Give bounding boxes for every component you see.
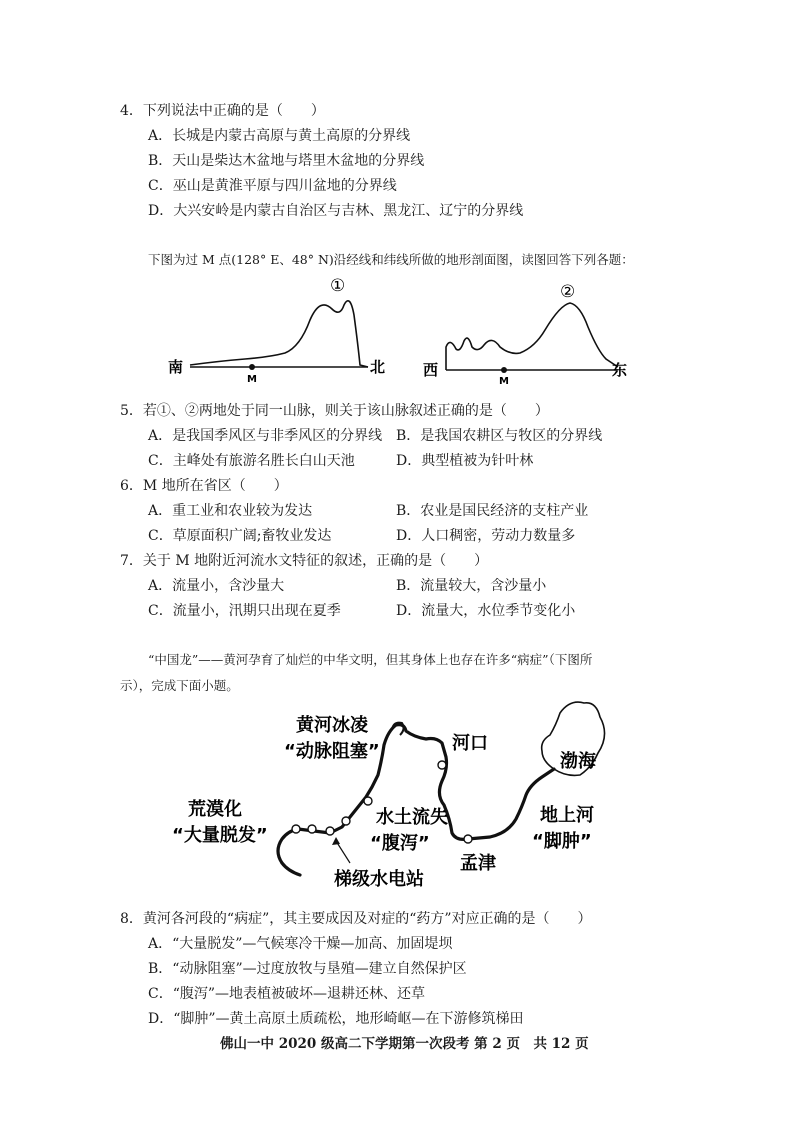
river-upper-tail [282, 863, 300, 875]
dam-station-4 [342, 817, 350, 825]
right-profile-west-label: 西 [423, 361, 439, 379]
diarrhea-label: “腹泻” [370, 833, 430, 854]
mengjin-point [464, 835, 472, 843]
right-profile-east-label: 东 [612, 361, 628, 379]
question-6-option-d: D．人口稠密，劳动力数量多 [396, 528, 576, 544]
question-6-option-c: C．草原面积广阔;畜牧业发达 [148, 528, 332, 544]
question-8-stem: 8．黄河各河段的“病症”，其主要成因及对症的“药方”对应正确的是（ ） [120, 911, 592, 927]
question-8-option-b: B．“动脉阻塞”—过度放牧与垦殖—建立自然保护区 [148, 961, 467, 977]
question-7-option-d: D．流量大，水位季节变化小 [396, 603, 576, 619]
question-7-option-c: C．流量小，汛期只出现在夏季 [148, 603, 341, 619]
river-intro-line1: “中国龙”——黄河孕育了灿烂的中华文明，但其身体上也存在许多“病症”（下图所 [148, 652, 593, 667]
right-profile-peak-label: ② [560, 282, 576, 302]
question-6-stem: 6．M 地所在省区（ ） [120, 478, 288, 494]
left-profile-peak-label: ① [330, 276, 346, 296]
left-profile-north-label: 北 [370, 358, 386, 376]
dams-label: 梯级水电站 [334, 869, 424, 890]
suspended-river-label: 地上河 [540, 805, 594, 826]
question-5-stem: 5．若①、②两地处于同一山脉，则关于该山脉叙述正确的是（ ） [120, 403, 549, 419]
question-8-option-a: A．“大量脱发”—气候寒冷干燥—加高、加固堤坝 [148, 936, 453, 952]
question-5-option-c: C．主峰处有旅游名胜长白山天池 [148, 453, 355, 469]
question-4-stem: 4．下列说法中正确的是（ ） [120, 103, 325, 119]
question-6-option-b: B．农业是国民经济的支柱产业 [396, 503, 589, 519]
hair-loss-label: “大量脱发” [172, 825, 268, 846]
question-4-option-a: A．长城是内蒙古高原与黄土高原的分界线 [148, 128, 411, 144]
yellow-river-map [170, 695, 630, 895]
soil-erosion-label: 水土流失 [376, 807, 448, 828]
question-5-option-a: A．是我国季风区与非季风区的分界线 [148, 428, 383, 444]
dams-arrow-line [336, 841, 350, 863]
dam-station-1 [292, 825, 300, 833]
question-4-option-b: B．天山是柴达木盆地与塔里木盆地的分界线 [148, 153, 425, 169]
ice-jam-label: 黄河冰凌 [296, 715, 368, 736]
left-profile-m-label: M [247, 374, 257, 385]
question-6-option-a: A．重工业和农业较为发达 [148, 503, 313, 519]
dam-station-2 [308, 825, 316, 833]
question-7-option-a: A．流量小，含沙量大 [148, 578, 285, 594]
question-7-option-b: B．流量较大，含沙量小 [396, 578, 547, 594]
terrain-profile-south-north [160, 275, 400, 385]
terrain-profile-west-east [420, 275, 650, 385]
dams-arrow-head [332, 837, 340, 845]
profile-intro: 下图为过 M 点(128° E、48° N)沿经线和纬线所做的地形剖面图，读图回答下列各题： [148, 252, 634, 267]
question-4-option-d: D．大兴安岭是内蒙古自治区与吉林、黑龙江、辽宁的分界线 [148, 203, 524, 219]
right-profile-m-label: M [499, 376, 509, 387]
desertification-label: 荒漠化 [188, 799, 242, 820]
hekou-label: 河口 [452, 733, 488, 754]
left-profile-south-label: 南 [168, 358, 184, 376]
question-8-option-c: C．“腹泻”—地表植被破坏—退耕还林、还草 [148, 986, 426, 1002]
question-8-option-d: D．“脚肿”—黄土高原土质疏松，地形崎岖—在下游修筑梯田 [148, 1011, 524, 1027]
foot-swelling-label: “脚肿” [532, 831, 592, 852]
dam-station-3 [326, 827, 334, 835]
bohai-label: 渤海 [560, 751, 596, 772]
question-7-stem: 7．关于 M 地附近河流水文特征的叙述，正确的是（ ） [120, 553, 489, 569]
question-4-option-c: C．巫山是黄淮平原与四川盆地的分界线 [148, 178, 397, 194]
mengjin-label: 孟津 [460, 853, 496, 874]
river-intro-line2: 示），完成下面小题。 [120, 678, 239, 693]
dam-station-5 [364, 797, 372, 805]
hekou-point [438, 761, 446, 769]
question-5-option-d: D．典型植被为针叶林 [396, 453, 534, 469]
question-5-option-b: B．是我国农耕区与牧区的分界线 [396, 428, 603, 444]
artery-block-label: “动脉阻塞” [284, 741, 380, 762]
page-footer: 佛山一中 2020 级高二下学期第一次段考 第 2 页 共 12 页 [220, 1036, 589, 1052]
